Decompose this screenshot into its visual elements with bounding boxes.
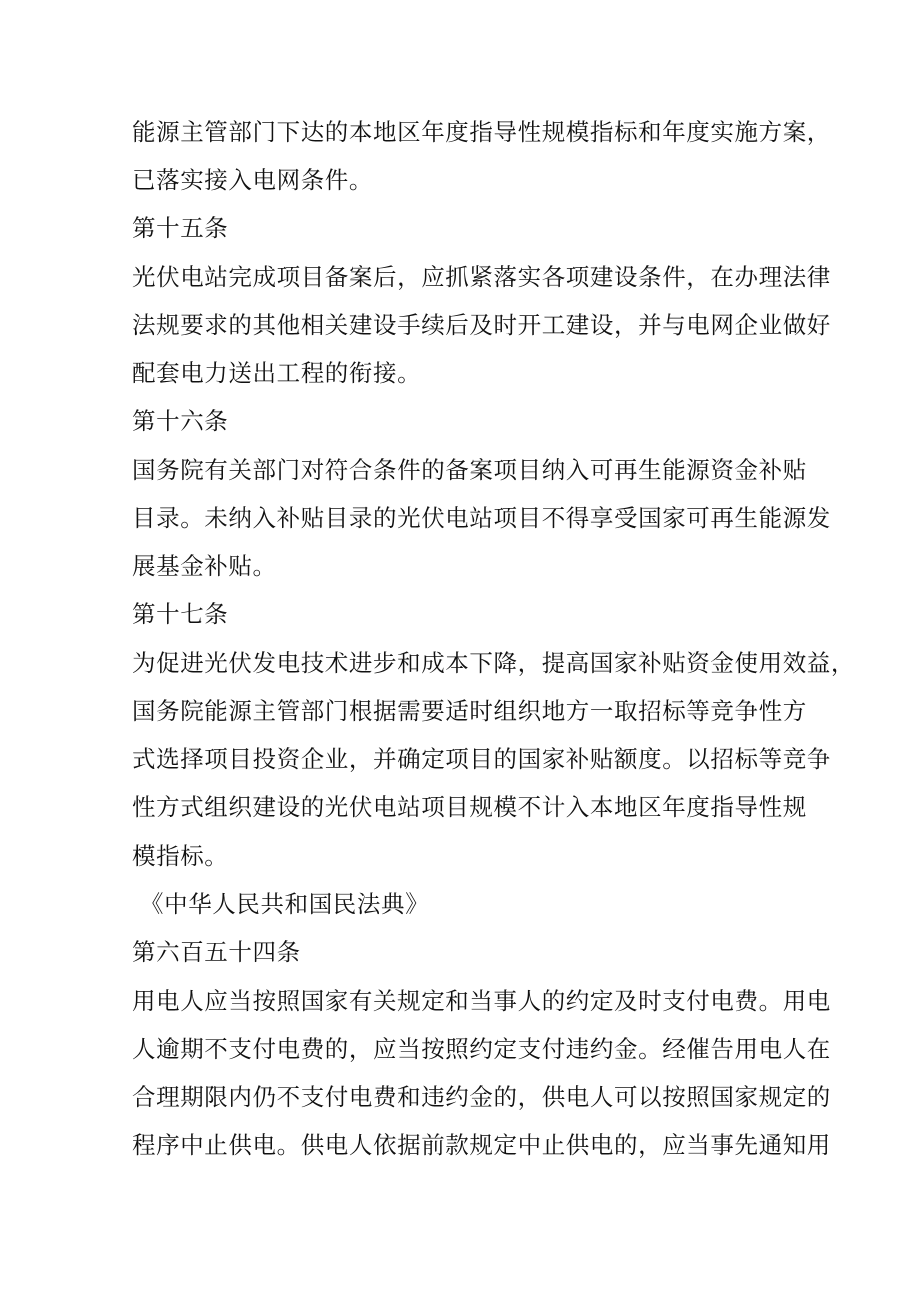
body-text-line: 合理期限内仍不支付电费和违约金的，供电人可以按照国家规定的 — [132, 1083, 831, 1111]
body-text-line: 能源主管部门下达的本地区年度指导性规模指标和年度实施方案， — [132, 118, 831, 146]
body-text-line: 光伏电站完成项目备案后，应抓紧落实各项建设条件，在办理法律 — [132, 263, 831, 291]
body-text-line: 国务院有关部门对符合条件的备案项目纳入可再生能源资金补贴 — [132, 456, 807, 484]
body-text-line: 性方式组织建设的光伏电站项目规模不计入本地区年度指导性规 — [132, 793, 807, 821]
article-heading-16: 第十六条 — [132, 407, 229, 435]
body-text-line: 配套电力送出工程的衔接。 — [132, 359, 422, 387]
body-text-line: 程序中止供电。供电人依据前款规定中止供电的，应当事先通知用 — [132, 1131, 831, 1159]
body-text-line: 人逾期不支付电费的，应当按照约定支付违约金。经催告用电人在 — [132, 1035, 831, 1063]
body-text-line: 模指标。 — [132, 842, 229, 870]
body-text-line: 式选择项目投资企业，并确定项目的国家补贴额度。以招标等竞争 — [132, 745, 831, 773]
body-text-line: 为促进光伏发电技术进步和成本下降，提高国家补贴资金使用效益， — [132, 649, 855, 677]
article-heading-654: 第六百五十四条 — [132, 938, 301, 966]
article-heading-15: 第十五条 — [132, 214, 229, 242]
body-text-line: 目录。未纳入补贴目录的光伏电站项目不得享受国家可再生能源发 — [132, 504, 831, 532]
body-text-line: 国务院能源主管部门根据需要适时组织地方一取招标等竞争性方 — [132, 697, 807, 725]
body-text-line: 已落实接入电网条件。 — [132, 166, 373, 194]
body-text-line: 法规要求的其他相关建设手续后及时开工建设，并与电网企业做好 — [132, 311, 831, 339]
body-text-line: 用电人应当按照国家有关规定和当事人的约定及时支付电费。用电 — [132, 987, 831, 1015]
article-heading-17: 第十七条 — [132, 600, 229, 628]
law-title: 《中华人民共和国民法典》 — [140, 890, 430, 918]
body-text-line: 展基金补贴。 — [132, 552, 277, 580]
